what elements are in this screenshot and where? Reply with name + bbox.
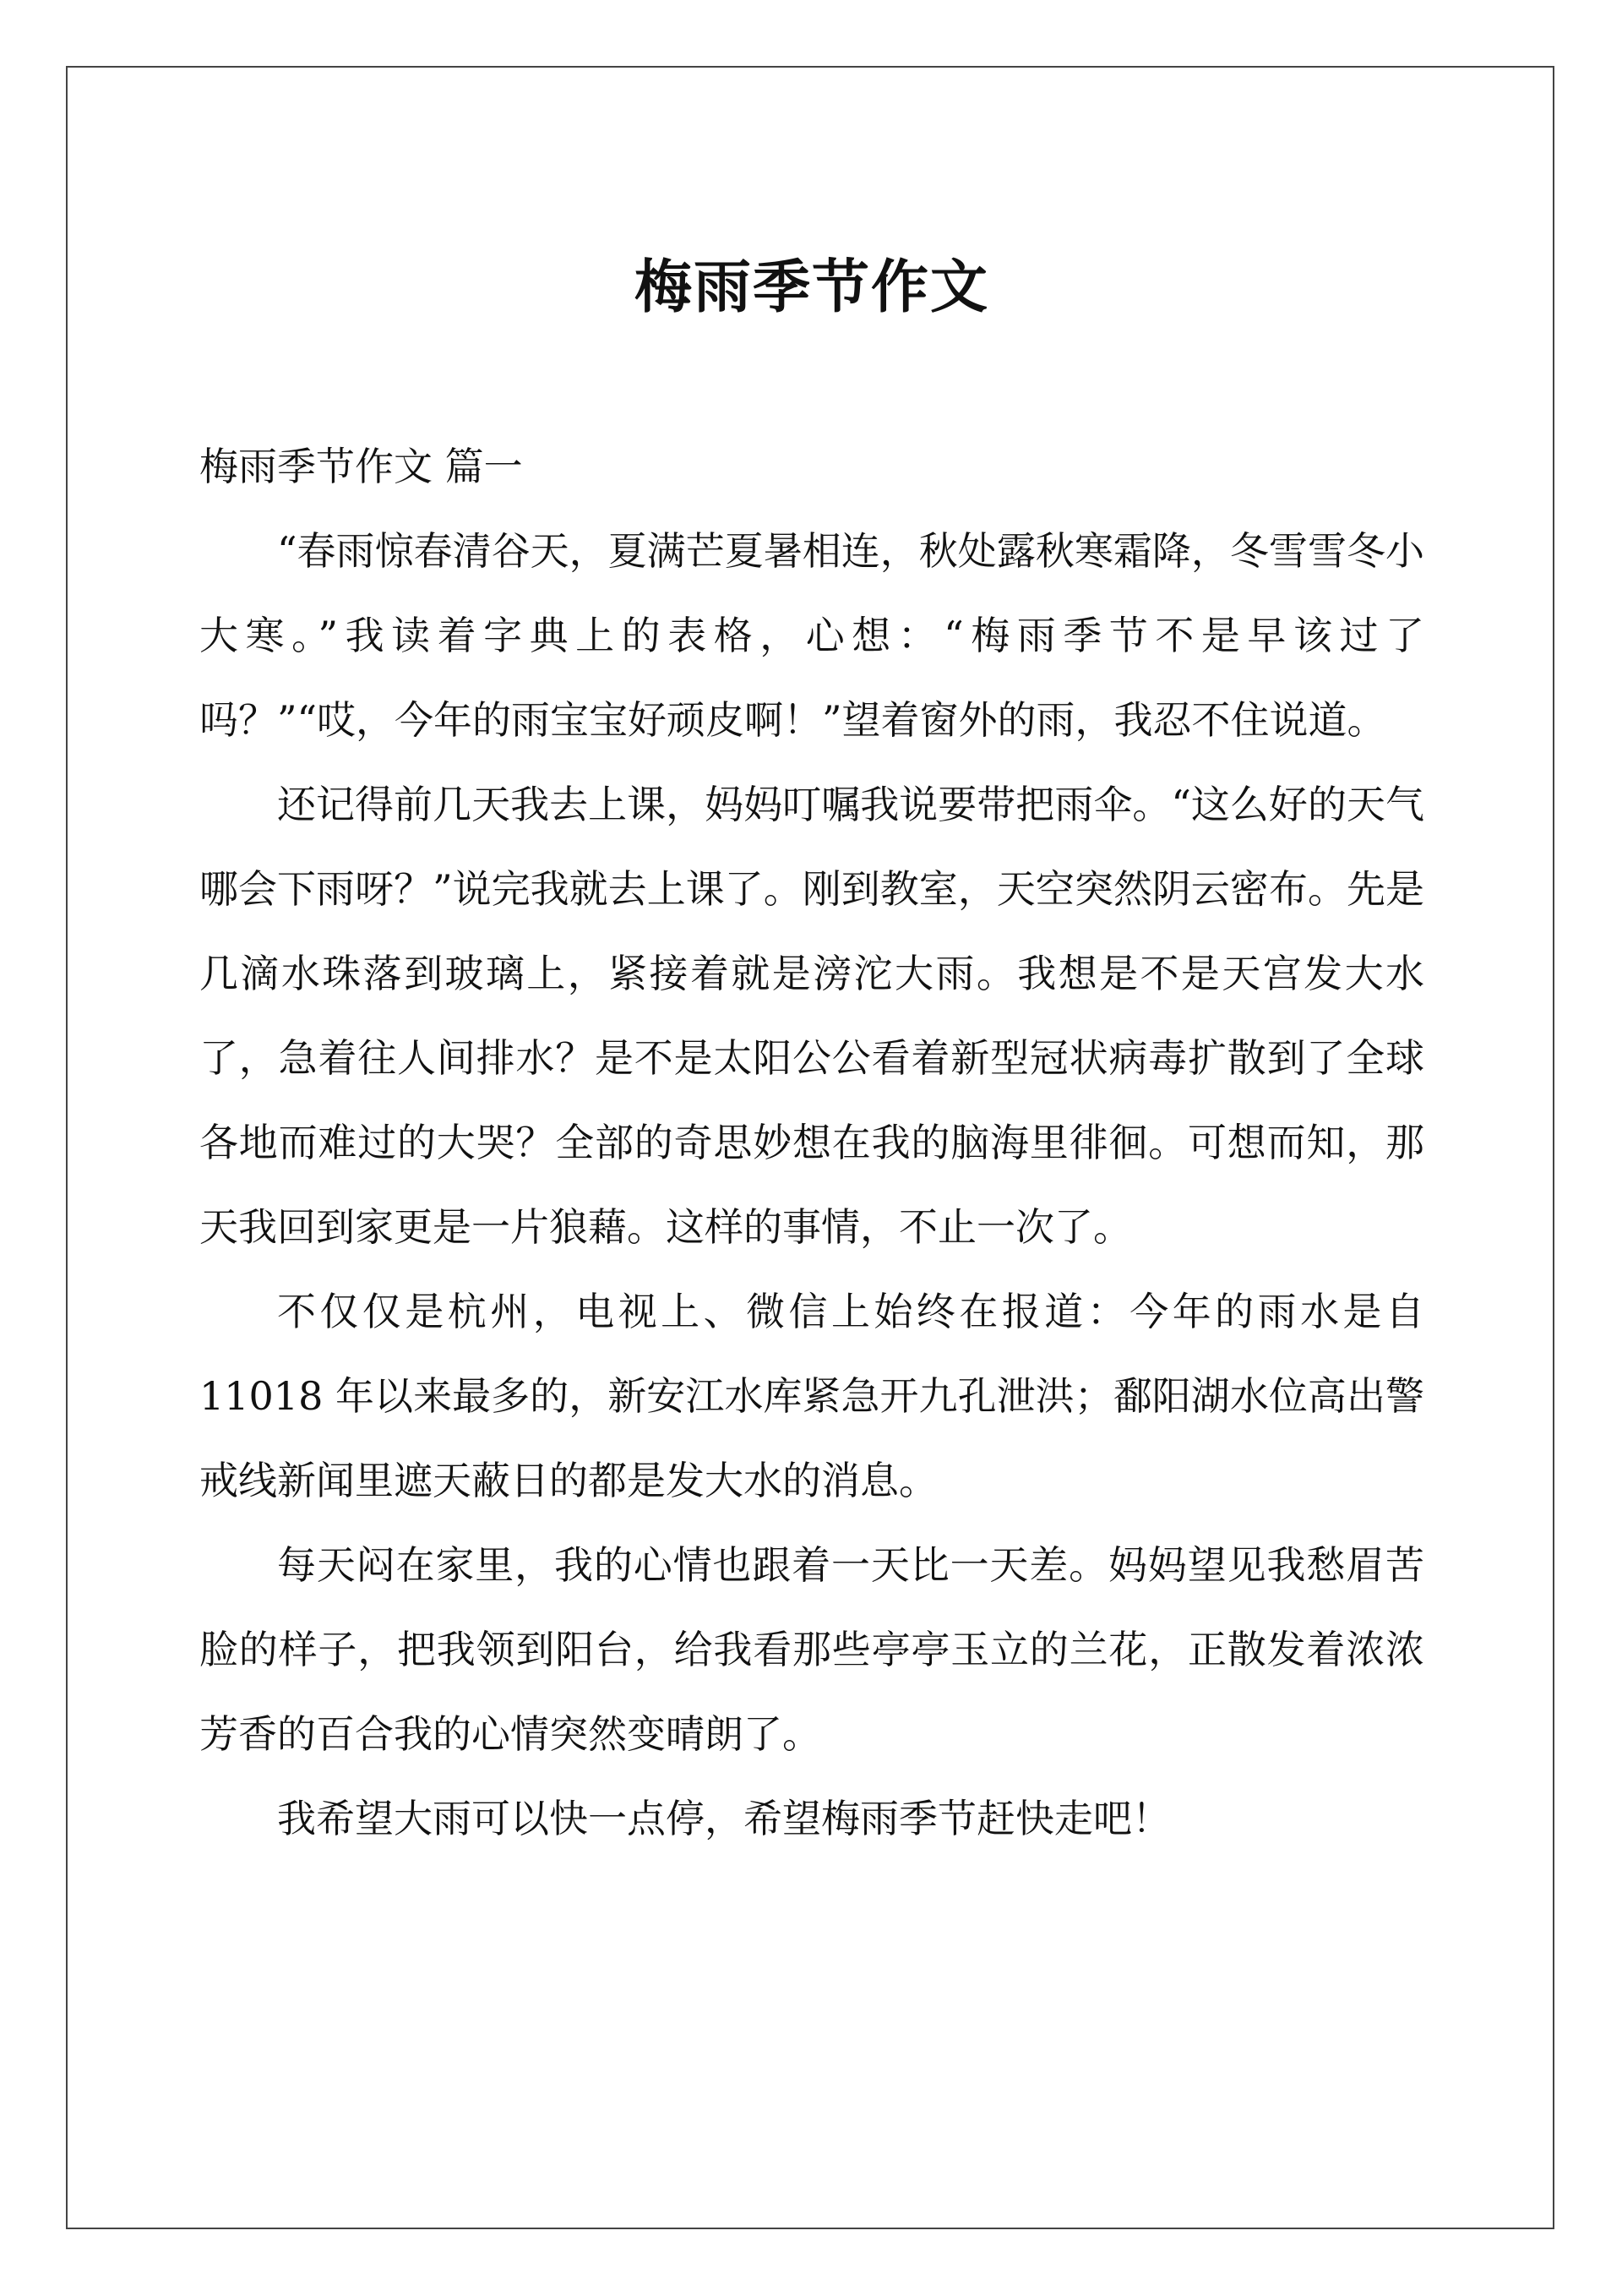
- paragraph-3: 不仅仅是杭州，电视上、微信上始终在报道：今年的雨水是自 11018 年以来最多的，新安江水库紧急开九孔泄洪；鄱阳湖水位高出警戒线新闻里遮天蔽日的都是发大水的消息。: [199, 1288, 1424, 1503]
- paragraph-1: “春雨惊春清谷天，夏满芒夏暑相连，秋处露秋寒霜降，冬雪雪冬小大寒。”我读着字典上的表格，心想：“梅雨季节不是早该过了吗？”“哎，今年的雨宝宝好顽皮啊！”望着窗外的雨，我忍不住说道。: [199, 527, 1424, 743]
- paragraph-2: 还记得前几天我去上课，妈妈叮嘱我说要带把雨伞。“这么好的天气哪会下雨呀？”说完我就去上课了。刚到教室，天空突然阴云密布。先是几滴水珠落到玻璃上，紧接着就是滂沱大雨。我想是不是天宫发大水了，急着往人间排水？是不是太阳公公看着新型冠状病毒扩散到了全球各地而难过的大哭？全部的奇思妙想在我的脑海里徘徊。可想而知，那天我回到家更是一片狼藉。这样的事情，不止一次了。: [199, 781, 1424, 1250]
- paragraph-5: 我希望大雨可以快一点停，希望梅雨季节赶快走吧！: [277, 1795, 1171, 1841]
- paragraph-4: 每天闷在家里，我的心情也跟着一天比一天差。妈妈望见我愁眉苦脸的样子，把我领到阳台，给我看那些亭亭玉立的兰花，正散发着浓浓芳香的百合我的心情突然变晴朗了。: [199, 1541, 1424, 1757]
- section-heading: 梅雨季节作文 篇一: [199, 443, 523, 489]
- document-title: 梅雨季节作文: [634, 254, 989, 321]
- document-body: [199, 254, 1424, 1861]
